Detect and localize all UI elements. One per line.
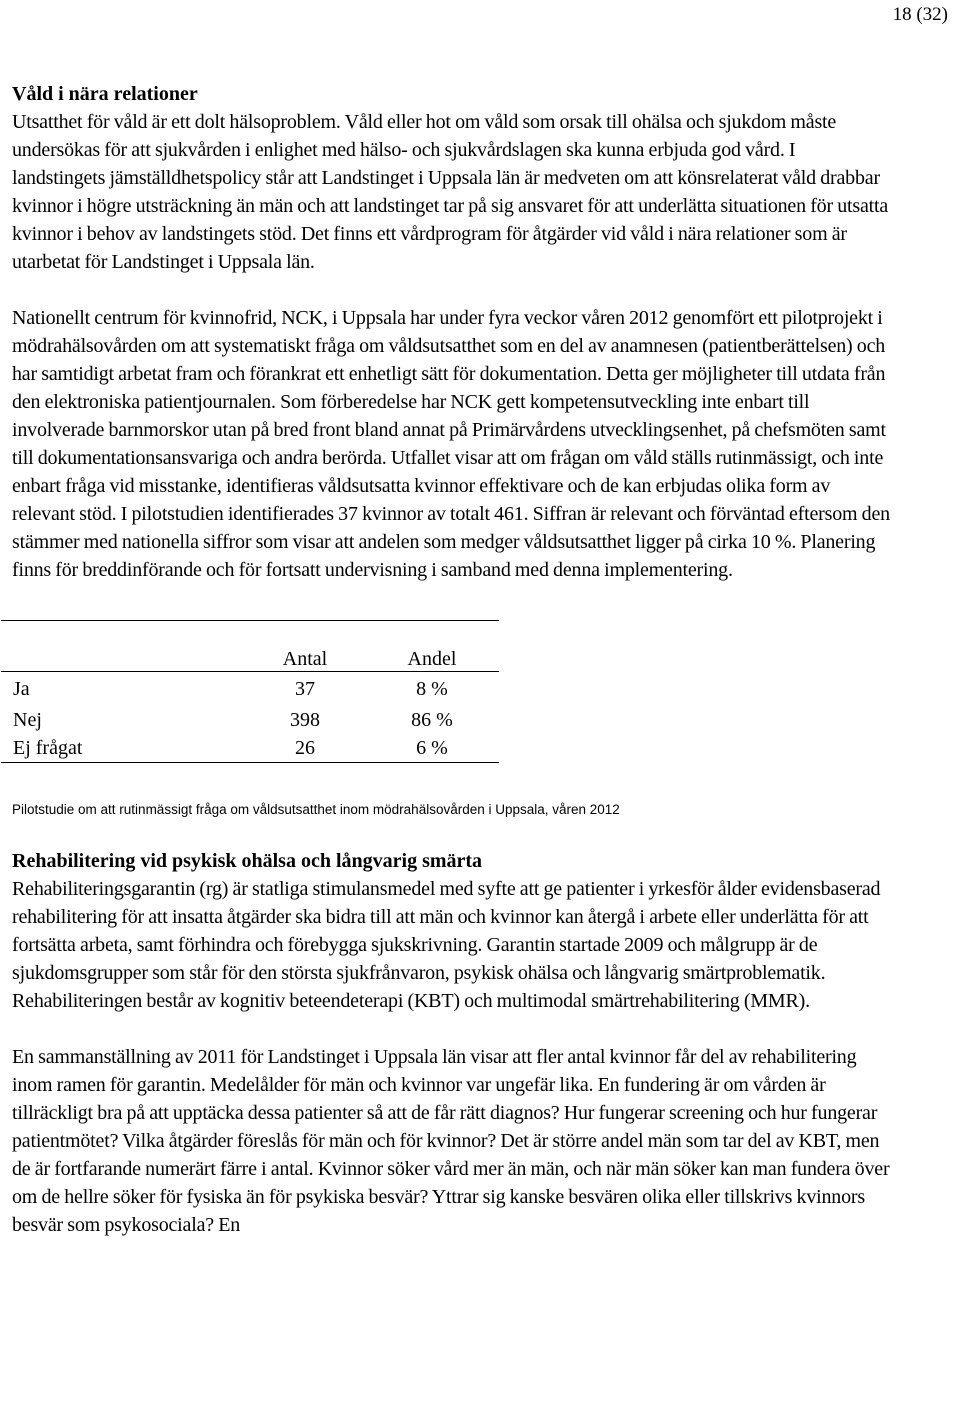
pilot-study-table: [1, 620, 499, 763]
table-header-cell: Andel: [365, 621, 499, 672]
table-cell: 86 %: [411, 708, 453, 731]
section-heading-violence: Våld i nära relationer: [12, 83, 198, 105]
paragraph-gap: [12, 1015, 892, 1043]
table-cell: 37: [295, 677, 315, 700]
table-cell: Ej frågat: [1, 734, 245, 763]
table-cell: 398: [290, 708, 320, 731]
table-caption: Pilotstudie om att rutinmässigt fråga om våldsutsatthet inom mödrahälsovården i Uppsala, våren 2012: [12, 802, 620, 817]
table-row: [1, 672, 499, 707]
table-cell: Ja: [13, 677, 30, 700]
table-cell: Nej: [13, 708, 42, 731]
table-cell: 26: [245, 734, 365, 763]
table-row: [1, 706, 499, 734]
paragraph-gap: [12, 276, 892, 304]
paragraph-rehab-summary: En sammanställning av 2011 för Landstinget i Uppsala län visar att fler antal kvinnor får del av rehabilitering inom ramen för garantin. Medelålder för män och kvinnor var ungefär lika. En fundering är om vården är tillräckligt bra på att upptäcka dessa patienter så att de får rätt diagnos? Hur fungerar screening och hur fungerar patientmötet? Vilka åtgärder föreslås för män och för kvinnor? Det är större andel män som tar del av KBT, men de är fortfarande numerärt färre i antal. Kvinnor söker vård mer än män, och när män söker kan man fundera över om de hellre söker för fysiska än för psykiska besvär? Yttrar sig kanske besvären olika eller tillskrivs kvinnors besvär som psykosociala? En: [12, 1046, 890, 1236]
table-cell: 8 %: [416, 677, 448, 700]
page-number: 18 (32): [892, 4, 948, 25]
table-header-cell: Antal: [245, 621, 365, 672]
table-header-row: [1, 621, 499, 672]
table-header-cell: [1, 621, 245, 672]
table-cell: 6 %: [365, 734, 499, 763]
section-heading-rehabilitation: Rehabilitering vid psykisk ohälsa och långvarig smärta: [12, 850, 483, 872]
paragraph-rehab-guarantee: Rehabiliteringsgarantin (rg) är statliga stimulansmedel med syfte att ge patienter i yrkesför ålder evidensbaserad rehabilitering för att insatta åtgärder ska bidra till att män och kvinnor kan återgå i arbete eller underlätta för att fortsätta arbeta, samt förhindra och förebygga sjukskrivning. Garantin startade 2009 och målgrupp är de sjukdomsgrupper som står för den största sjukfrånvaron, psykisk ohälsa och långvarig smärtproblematik. Rehabiliteringen består av kognitiv beteendeterapi (KBT) och multimodal smärtrehabilitering (MMR).: [12, 878, 881, 1012]
paragraph-nck-pilot: Nationellt centrum för kvinnofrid, NCK, i Uppsala har under fyra veckor våren 2012 genomfört ett pilotprojekt i mödrahälsovården om att systematiskt fråga om våldsutsatthet som en del av anamnesen (patientberättelsen) och har samtidigt arbetat fram och förankrat ett enhetligt sätt för dokumentation. Detta ger möjligheter till utdata från den elektroniska patientjournalen. Som förberedelse har NCK gett kompetensutveckling inte enbart till involverade barnmorskor utan på bred front bland annat på Primärvårdens utvecklingsenhet, på chefsmöten samt till dokumentationsansvariga och andra berörda. Utfallet visar att om frågan om våld ställs rutinmässigt, och inte enbart fråga vid misstanke, identifieras våldsutsatta kvinnor effektivare och de kan erbjudas olika form av relevant stöd. I pilotstudien identifierades 37 kvinnor av totalt 461. Siffran är relevant och förväntad eftersom den stämmer med nationella siffror som visar att andelen som medger våldsutsatthet ligger på cirka 10 %. Planering finns för breddinförande och för fortsatt undervisning i samband med denna implementering.: [12, 307, 890, 581]
document-body: [12, 80, 892, 1239]
table-row: [1, 734, 499, 763]
paragraph-violence-intro: Utsatthet för våld är ett dolt hälsoproblem. Våld eller hot om våld som orsak till ohälsa och sjukdom måste undersökas för att sjukvården i enlighet med hälso- och sjukvårdslagen ska kunna erbjuda god vård. I landstingets jämställdhetspolicy står att Landstinget i Uppsala län är medveten om att könsrelaterat våld drabbar kvinnor i högre utsträckning än män och att landstinget tar på sig ansvaret för att underlätta situationen för utsatta kvinnor i behov av landstingets stöd. Det finns ett vårdprogram för åtgärder vid våld i nära relationer som är utarbetat för Landstinget i Uppsala län.: [12, 111, 889, 273]
